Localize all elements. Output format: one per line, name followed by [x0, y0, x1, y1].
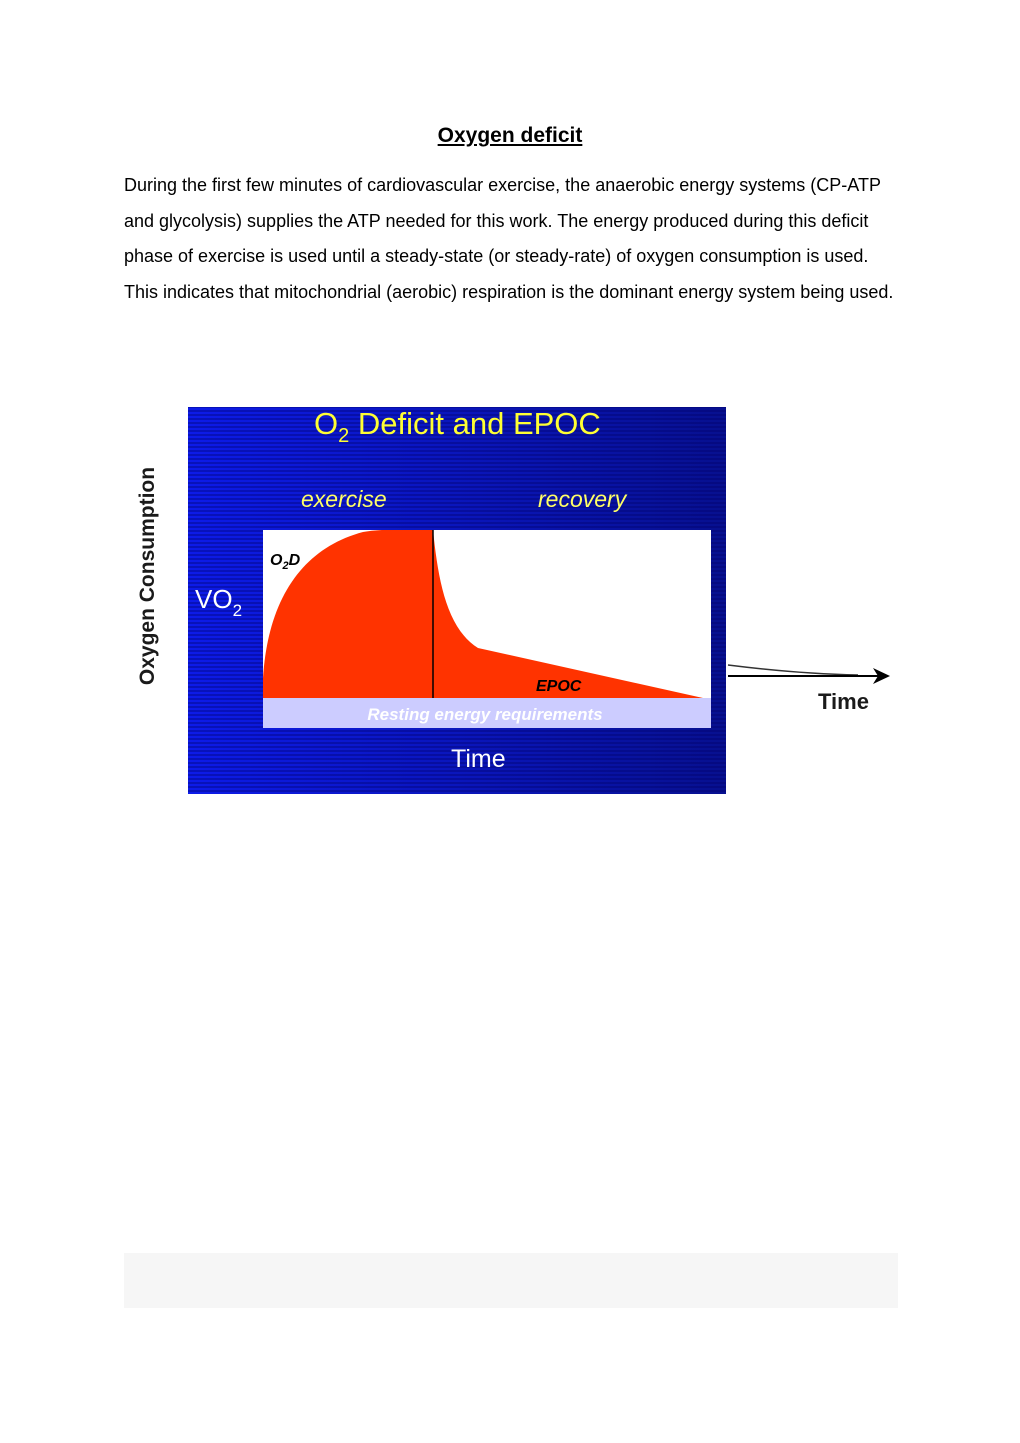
resting-label: Resting energy requirements	[367, 705, 603, 724]
time-outer-label: Time	[818, 689, 869, 714]
o2d-label: $O_2D$	[270, 552, 301, 572]
outer-curve-tail	[728, 665, 858, 675]
figure-title: $O_2$ Deficit and EPOC	[314, 406, 601, 447]
footer-box	[124, 1253, 898, 1308]
y-axis-label: Oxygen Consumption	[136, 466, 159, 686]
recovery-label: recovery	[538, 486, 627, 512]
time-inner-label: Time	[451, 745, 506, 773]
vo2-label: $VO_2$	[195, 584, 243, 620]
exercise-label: exercise	[301, 486, 387, 512]
epoc-label: EPOC	[536, 678, 582, 695]
document-paragraph: During the first few minutes of cardiovascular exercise, the anaerobic energy systems (CP-ATP and glycolysis) supplies the ATP needed for this work. The energy produced during this deficit phase of exercise is used until a steady-state (or steady-rate) of oxygen consumption is used. This indicates that mitochondrial (aerobic) respiration is the dominant energy system being used.	[124, 175, 894, 302]
document-title: Oxygen deficit	[437, 124, 583, 147]
oxygen-deficit-figure	[128, 398, 898, 798]
